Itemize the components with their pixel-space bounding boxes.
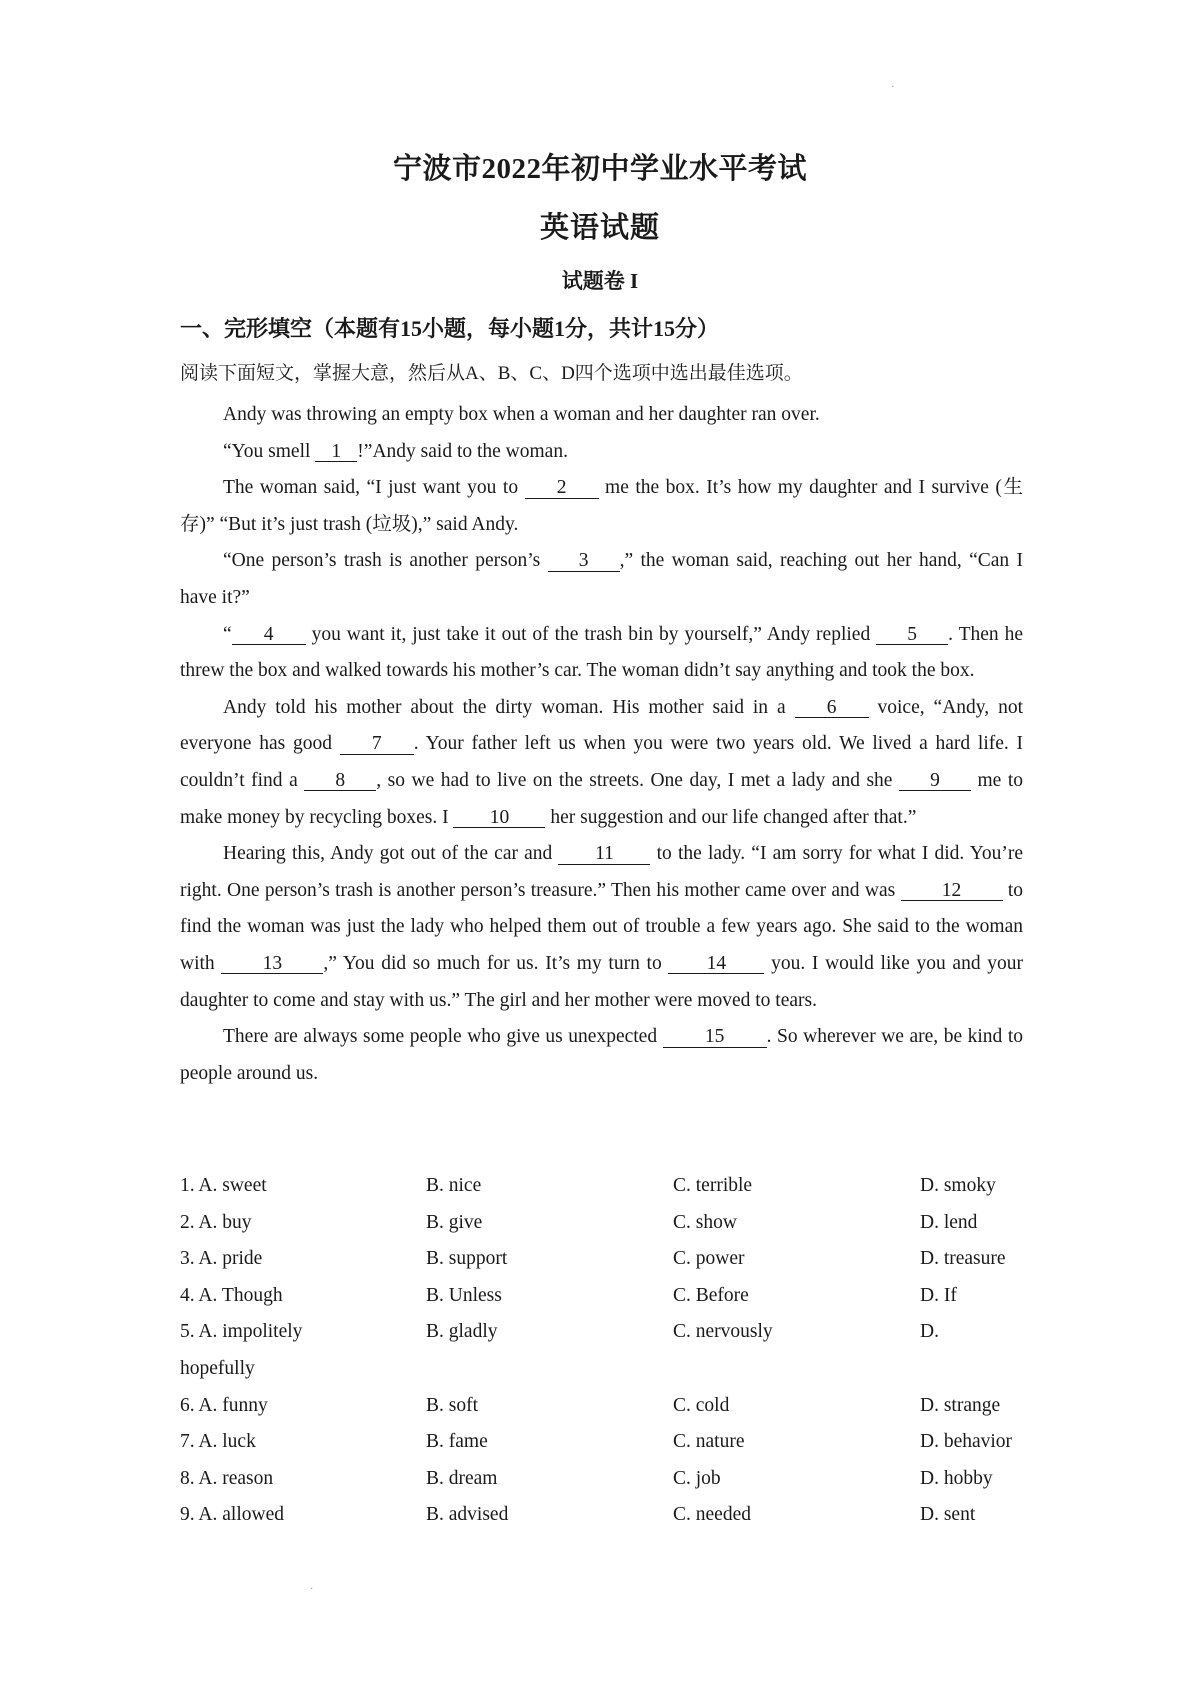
passage-text: “One person’s trash is another person’s <box>223 550 548 572</box>
option-c: C. nature <box>673 1431 745 1453</box>
option-a: 3. A. pride <box>180 1248 263 1270</box>
blank-4: 4 <box>232 625 306 646</box>
option-b: B. fame <box>426 1431 488 1453</box>
option-row <box>180 1461 1040 1498</box>
passage-paragraph <box>180 836 1023 1019</box>
section-heading: 一、完形填空（本题有15小题，每小题1分，共计15分） <box>180 316 720 341</box>
passage-text: her suggestion and our life changed after that.” <box>545 806 917 828</box>
option-d: D. smoky <box>920 1175 996 1196</box>
passage-text: you want it, just take it out of the trash bin by yourself,” Andy replied <box>305 623 877 645</box>
option-a: 6. A. funny <box>180 1394 268 1416</box>
option-row <box>180 1205 1040 1242</box>
option-a: 9. A. allowed <box>180 1504 284 1526</box>
option-c: C. show <box>673 1211 737 1233</box>
option-a: 7. A. luck <box>180 1431 256 1453</box>
passage-paragraph <box>180 397 1023 434</box>
option-a: 4. A. Though <box>180 1284 283 1306</box>
blank-6: 6 <box>795 698 869 719</box>
option-row <box>180 1241 1040 1278</box>
option-b: B. nice <box>426 1175 482 1196</box>
option-d: D. lend <box>920 1211 978 1233</box>
option-b: B. advised <box>426 1504 509 1526</box>
blank-15: 15 <box>663 1027 767 1048</box>
passage-paragraph <box>180 434 1023 471</box>
exam-title: 宁波市2022年初中学业水平考试 <box>392 153 807 185</box>
option-c: C. job <box>673 1467 721 1489</box>
passage-paragraph <box>180 470 1023 543</box>
scan-dot: · <box>891 82 895 93</box>
passage-paragraph <box>180 1019 1023 1092</box>
blank-11: 11 <box>558 844 650 865</box>
blank-13: 13 <box>221 954 323 975</box>
passage-text: Andy was throwing an empty box when a woman and her daughter ran over. <box>223 404 820 425</box>
option-d: D. sent <box>920 1504 976 1526</box>
option-row <box>180 1424 1040 1461</box>
option-a: 2. A. buy <box>180 1211 252 1233</box>
option-row <box>180 1388 1040 1425</box>
blank-2: 2 <box>525 478 599 499</box>
options-list <box>180 1168 1040 1534</box>
option-a: 5. A. impolitely <box>180 1321 303 1343</box>
passage-text: me to make money by recycling boxes. I <box>180 769 1024 828</box>
volume-label: 试题卷 I <box>561 269 639 293</box>
option-c: C. terrible <box>673 1175 753 1196</box>
passage-text: “You smell <box>223 440 316 462</box>
passage-text: ,” You did so much for us. It’s my turn to <box>323 952 669 974</box>
passage-text: , so we had to live on the streets. One day, I met a lady and she <box>376 769 899 791</box>
option-b: B. give <box>426 1211 483 1233</box>
option-d-wrapped-text: hopefully <box>180 1357 255 1379</box>
option-a: 1. A. sweet <box>180 1175 267 1196</box>
blank-12: 12 <box>901 881 1003 902</box>
passage-text: “ <box>223 623 232 645</box>
passage-text: to find the woman was just the lady who helped them out of trouble a few years ago. She said to the woman with <box>180 879 1023 974</box>
option-row <box>180 1168 1040 1205</box>
passage-text: . So wherever we are, be kind to people around us. <box>180 1026 1023 1084</box>
passage-text: !”Andy said to the woman. <box>357 440 568 462</box>
blank-8: 8 <box>304 771 376 792</box>
option-row <box>180 1497 1040 1534</box>
blank-7: 7 <box>340 734 414 755</box>
option-row <box>180 1314 1040 1351</box>
scan-dot: · <box>310 1584 314 1595</box>
option-d: D. strange <box>920 1394 1001 1416</box>
passage-text: ,” the woman said, reaching out her hand, “Can I have it?” <box>180 550 1023 608</box>
blank-5: 5 <box>876 625 948 646</box>
option-c: C. power <box>673 1248 745 1270</box>
option-row <box>180 1278 1040 1315</box>
passage-text: There are always some people who give us unexpected <box>223 1026 663 1048</box>
option-row-wrap <box>180 1351 1040 1388</box>
passage-text: you. I would like you and your daughter to come and stay with us.” The girl and her mother were moved to tears. <box>180 952 1024 1011</box>
passage-text: Hearing this, Andy got out of the car and <box>223 843 559 865</box>
option-a: 8. A. reason <box>180 1467 274 1489</box>
option-b: B. support <box>426 1248 508 1270</box>
option-c: C. needed <box>673 1504 751 1526</box>
option-c: C. Before <box>673 1284 749 1306</box>
option-d: D. behavior <box>920 1431 1013 1453</box>
section-instruction: 阅读下面短文，掌握大意，然后从A、B、C、D四个选项中选出最佳选项。 <box>180 363 803 384</box>
passage-text: voice, “Andy, not everyone has good <box>180 696 1023 755</box>
passage-text: . Then he threw the box and walked towards his mother’s car. The woman didn’t say anything and took the box. <box>180 623 1024 682</box>
blank-10: 10 <box>453 808 545 829</box>
option-b: B. Unless <box>426 1284 502 1306</box>
option-b: B. soft <box>426 1394 479 1416</box>
option-d: D. treasure <box>920 1248 1006 1270</box>
blank-3: 3 <box>548 551 620 572</box>
option-d: D. If <box>920 1284 957 1306</box>
blank-1: 1 <box>315 442 357 463</box>
option-c: C. cold <box>673 1394 730 1416</box>
exam-subtitle: 英语试题 <box>539 212 660 244</box>
blank-14: 14 <box>668 954 764 975</box>
option-b: B. dream <box>426 1467 498 1489</box>
passage-text: The woman said, “I just want you to <box>223 477 525 499</box>
passage-text: Andy told his mother about the dirty woman. His mother said in a <box>223 696 795 718</box>
blank-9: 9 <box>899 771 971 792</box>
cloze-passage <box>180 397 1023 1092</box>
passage-text: to the lady. “I am sorry for what I did. You’re right. One person’s trash is another person’s treasure.” Then his mother came over and was <box>180 843 1023 901</box>
option-b: B. gladly <box>426 1321 498 1343</box>
passage-paragraph <box>180 690 1023 836</box>
passage-text: . Your father left us when you were two years old. We lived a hard life. I couldn’t find a <box>180 733 1023 791</box>
passage-text: me the box. It’s how my daughter and I survive (生存)” “But it’s just trash (垃圾),” said Andy. <box>180 477 1023 535</box>
passage-paragraph <box>180 617 1023 690</box>
option-d: D. <box>920 1321 939 1343</box>
option-c: C. nervously <box>673 1321 773 1343</box>
option-d: D. hobby <box>920 1467 993 1489</box>
passage-paragraph <box>180 543 1023 616</box>
